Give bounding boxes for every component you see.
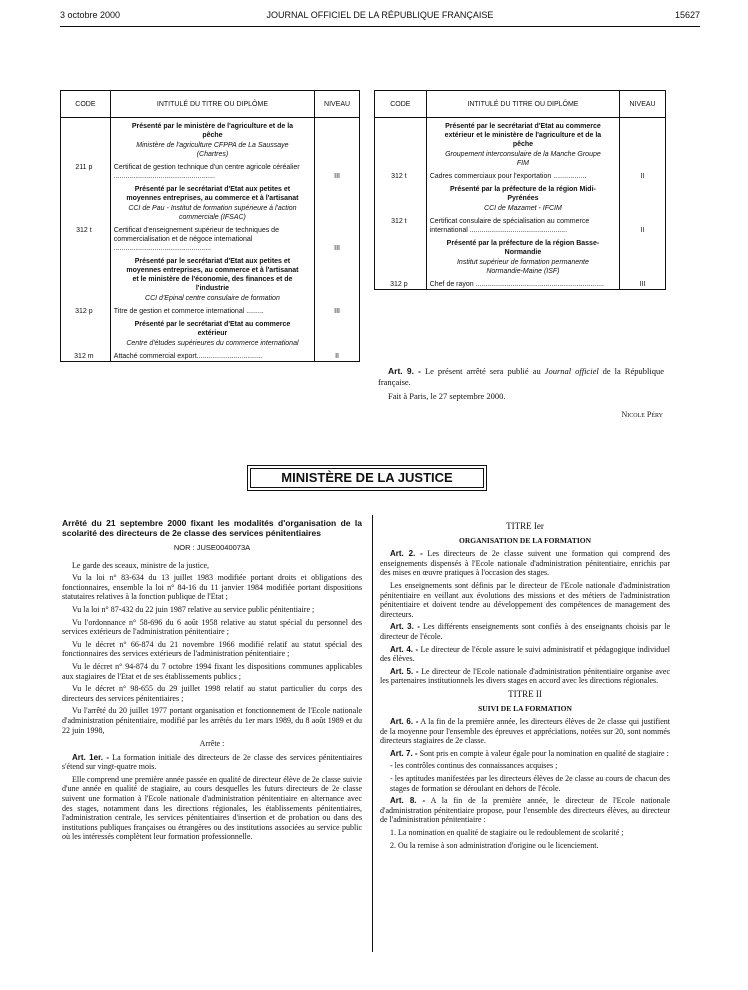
code-cell: 211 p — [61, 163, 111, 181]
title-cell: Certificat d'enseignement supérieur de techniques de commercialisation et de négoce international .................................................. — [110, 226, 314, 253]
level-cell — [315, 316, 360, 352]
table-row — [61, 163, 360, 181]
presenter-cell — [426, 235, 619, 280]
table-row — [61, 226, 360, 253]
presenter-cell — [110, 118, 314, 164]
presenter: Présenté par la préfecture de la région Basse-Normandie — [446, 240, 600, 256]
level-cell: II — [620, 217, 666, 235]
minister-line: Le garde des sceaux, ministre de la justice, — [72, 560, 210, 570]
journal-reference: Journal officiel — [544, 366, 599, 376]
article-7 — [380, 749, 670, 759]
code-cell — [61, 316, 111, 352]
article-text: Les directeurs de 2e classe suivent une formation qui comprend des enseignements dispensés à l'Ecole nationale d'administration pénitentiaire, enrichis par des mises en œuvre pratiques à l'occasion des stages. — [380, 549, 671, 578]
level-cell: II — [315, 352, 360, 362]
article-label: Art. 4. - — [390, 644, 419, 654]
titre-2-heading: TITRE II — [508, 688, 542, 699]
article-label: Art. 5. - — [390, 666, 419, 676]
article-8 — [380, 796, 670, 825]
visa-paragraph: Vu l'ordonnance n° 58-696 du 6 août 1958 relative au statut spécial du personnel des services extérieurs de l'administration pénitentiaire ; — [62, 617, 362, 637]
article-text: Sont pris en compte à valeur égale pour la nomination en qualité de stagiaire : — [417, 748, 669, 758]
list-item: 1. La nomination en qualité de stagiaire ou le redoublement de scolarité ; — [390, 828, 624, 838]
level-cell: III — [315, 163, 360, 181]
level-cell — [620, 235, 666, 280]
visa-paragraph: Vu le décret n° 98-655 du 29 juillet 1998 relatif au statut particulier du corps des directeurs des services pénitentiaires ; — [62, 684, 362, 703]
code-cell: 312 p — [61, 307, 111, 316]
table-row — [61, 307, 360, 316]
presenter: Présenté par le secrétariat d'Etat au commerce extérieur — [134, 321, 291, 337]
code-cell — [375, 181, 427, 217]
presenter: Présenté par la préfecture de la région Midi-Pyrénées — [449, 186, 596, 202]
done-at: Fait à Paris, le 27 septembre 2000. — [388, 391, 506, 401]
article-5 — [380, 667, 670, 686]
decree-heading: Arrêté du 21 septembre 2000 fixant les modalités d'organisation de la scolarité des directeurs de 2e classe des services pénitentiaires — [62, 518, 362, 538]
right-column — [380, 518, 670, 853]
article-label: Art. 9. - — [388, 366, 421, 376]
presenter: Présenté par le secrétariat d'Etat au commerce extérieur et le ministère de l'agriculture et de la pêche — [444, 123, 602, 148]
presenter: Présenté par le ministère de l'agriculture et de la pêche — [131, 123, 294, 139]
article-text: Les différents enseignements sont confiés à des enseignants choisis par le directeur de l'école. — [380, 622, 671, 641]
publication-date: 3 octobre 2000 — [60, 10, 121, 20]
institution: Centre d'études supérieures du commerce international — [126, 340, 299, 347]
title-cell: Certificat de gestion technique d'un centre agricole céréalier .................................................... — [110, 163, 314, 181]
table-row — [375, 217, 666, 235]
level-cell: II — [620, 172, 666, 181]
code-cell: 312 p — [375, 280, 427, 290]
article-label: Art. 2. - — [390, 549, 423, 559]
visa-paragraph: Vu le décret n° 94-874 du 7 octobre 1994 fixant les dispositions communes applicables aux stagiaires de l'Etat et de ses établissements publics ; — [62, 661, 362, 681]
presenter-group-row — [61, 181, 360, 226]
institution: CCI de Pau - Institut de formation supérieure à l'action commerciale (IFSAC) — [128, 205, 297, 221]
presenter-group-row — [61, 118, 360, 164]
institution: Institut supérieur de formation permanente Normandie-Maine (ISF) — [456, 259, 589, 275]
presenter-cell — [110, 316, 314, 352]
institution: CCI de Mazamet - IFCIM — [484, 205, 562, 212]
page-header — [60, 10, 700, 24]
article-3 — [380, 622, 670, 641]
title-cell: Attaché commercial export.................................. — [110, 352, 314, 362]
arrete-label: Arrête : — [199, 739, 225, 749]
article-label: Art. 6. - — [390, 717, 419, 727]
left-column — [62, 518, 362, 845]
visa-paragraph: Vu la loi n° 87-432 du 22 juin 1987 relative au service public pénitentiaire ; — [72, 604, 315, 614]
column-divider — [372, 515, 373, 952]
visa-paragraph: Vu le décret n° 66-874 du 21 novembre 1966 modifié relatif au statut spécial des fonctionnaires des services extérieurs de l'administration pénitentiaire ; — [62, 639, 362, 659]
right-table-body — [375, 118, 666, 290]
table-row — [61, 352, 360, 362]
titre-2-subheading: SUIVI DE LA FORMATION — [478, 703, 572, 713]
table-row — [375, 280, 666, 290]
article-9-text — [378, 366, 664, 388]
code-cell — [61, 253, 111, 307]
level-cell: III — [315, 307, 360, 316]
titre-1-subheading: ORGANISATION DE LA FORMATION — [458, 535, 592, 545]
article-9 — [378, 366, 664, 402]
right-diploma-table — [374, 90, 666, 290]
list-item: - les aptitudes manifestées par les directeurs élèves de 2e classe au cours de chacun des stages de formation se déroulant en dehors de l'école. — [390, 774, 670, 793]
institution: Ministère de l'agriculture CFPPA de La Saussaye (Chartres) — [136, 142, 289, 158]
level-cell — [620, 118, 666, 173]
code-cell: 312 t — [375, 217, 427, 235]
presenter-cell — [110, 253, 314, 307]
list-item: - les contrôles continus des connaissances acquises ; — [390, 761, 558, 771]
code-cell — [375, 118, 427, 173]
visa-list — [62, 561, 362, 736]
article-text: La formation initiale des directeurs de 2e classe des services pénitentiaires s'étend sur vingt-quatre mois. — [62, 752, 362, 772]
code-cell — [61, 118, 111, 164]
ministry-banner: MINISTÈRE DE LA JUSTICE — [247, 465, 487, 491]
list-item: 2. Ou la remise à son administration d'origine ou le licenciement. — [390, 840, 599, 850]
level-cell: III — [620, 280, 666, 290]
code-header: CODE — [61, 91, 111, 118]
code-cell — [61, 181, 111, 226]
table-header-row — [61, 91, 360, 118]
article-label: Art. 7. - — [390, 748, 418, 758]
institution: CCI d'Epinal centre consulaire de formation — [145, 295, 280, 302]
title-cell: Titre de gestion et commerce international ......... — [110, 307, 314, 316]
article-text: Le présent arrêté sera publié au — [421, 366, 545, 376]
level-cell — [315, 118, 360, 164]
presenter: Présenté par le secrétariat d'Etat aux petites et moyennes entreprises, au commerce et à l'artisanat et le ministère de l'économie, des finances et de l'industrie — [126, 258, 299, 292]
signature: Nicole Péry — [621, 410, 663, 419]
presenter-cell — [426, 118, 619, 173]
article-text: Le directeur de l'école assure le suivi administratif et pédagogique individuel des élèves. — [380, 644, 670, 664]
visa-paragraph: Vu la loi n° 83-634 du 13 juillet 1983 modifiée portant droits et obligations des fonctionnaires, ensemble la loi n° 84-16 du 11 janvier 1984 modifiée portant dispositions statutaires relatives à la fonction publique de l'Etat ; — [62, 573, 362, 602]
article-text: Le directeur de l'Ecole nationale d'administration pénitentiaire organise avec les partenaires institutionnels les divers stages en accord avec les directions régionales. — [380, 666, 670, 686]
code-cell: 312 m — [61, 352, 111, 362]
title-cell: Certificat consulaire de spécialisation au commerce international .................................................. — [426, 217, 619, 235]
left-table-body — [61, 118, 360, 362]
article-label: Art. 8. - — [390, 796, 426, 806]
level-cell — [620, 181, 666, 217]
code-cell: 312 t — [61, 226, 111, 253]
article-text: A la fin de la première année, le directeur de l'Ecole nationale d'administration pénitentiaire propose, pour l'ensemble des directeurs élèves, au directeur de l'administration pénitentiaire : — [380, 796, 671, 825]
level-header: NIVEAU — [620, 91, 666, 118]
presenter-cell — [426, 181, 619, 217]
article-6 — [380, 717, 670, 746]
presenter-group-row — [61, 253, 360, 307]
article-label: Art. 1er. - — [72, 752, 110, 762]
article-2 — [380, 549, 670, 578]
title-cell: Chef de rayon .................................................................. — [426, 280, 619, 290]
title-header: INTITULÉ DU TITRE OU DIPLÔME — [110, 91, 314, 118]
article-text: de la République française. — [378, 366, 664, 387]
nor-reference: NOR : JUSE0040073A — [173, 543, 251, 552]
titre-1-heading: TITRE Ier — [506, 521, 544, 531]
left-diploma-table — [60, 90, 360, 362]
presenter-cell — [110, 181, 314, 226]
level-header: NIVEAU — [315, 91, 360, 118]
page-number: 15627 — [674, 10, 700, 20]
article-1-paragraph-2: Elle comprend une première année passée en qualité de directeur élève de 2e classe suivie d'une année en qualité de stagiaire, au cours desquelles les futurs directeurs de 2e classe suivent une formation à l'Ecole nationale d'administration pénitentiaire en alternance avec des stages, notamment dans les directions régionales, les établissements pénitentiaires, l'administration centrale, les services pénitentiaires d'insertion et de probation ou dans des institutions publiques françaises ou étrangères ou des institutions associées au service public où les intéressés complètent leur formation professionnelle. — [62, 774, 362, 842]
presenter-group-row — [61, 316, 360, 352]
code-cell: 312 t — [375, 172, 427, 181]
code-cell — [375, 235, 427, 280]
table-header-row — [375, 91, 666, 118]
article-2-paragraph-2: Les enseignements sont définis par le directeur de l'Ecole nationale d'administration pénitentiaire en veillant aux évolutions des missions et des métiers de l'administration pénitentiaire et doivent tendre au développement des compétences de management des directeurs. — [380, 580, 670, 619]
presenter: Présenté par le secrétariat d'Etat aux petites et moyennes entreprises, au commerce et à l'artisanat — [126, 186, 299, 202]
visa-paragraph: Vu l'arrêté du 20 juillet 1977 portant organisation et fonctionnement de l'Ecole nationale d'administration pénitentiaire, modifié par les arrêtés du 1er mars 1989, du 8 août 1989 et du 22 juin 1998, — [62, 706, 362, 735]
presenter-group-row — [375, 235, 666, 280]
title-cell: Cadres commerciaux pour l'exportation ................. — [426, 172, 619, 181]
code-header: CODE — [375, 91, 427, 118]
article-4 — [380, 645, 670, 664]
level-cell — [315, 253, 360, 307]
journal-title: JOURNAL OFFICIEL DE LA RÉPUBLIQUE FRANÇAISE — [266, 10, 494, 20]
presenter-group-row — [375, 181, 666, 217]
level-cell: III — [315, 226, 360, 253]
level-cell — [315, 181, 360, 226]
title-header: INTITULÉ DU TITRE OU DIPLÔME — [426, 91, 619, 118]
institution: Groupement interconsulaire de la Manche Groupe FIM — [445, 151, 601, 167]
article-1 — [62, 753, 362, 772]
article-label: Art. 3. - — [390, 622, 420, 632]
header-rule — [60, 26, 700, 27]
table-row — [375, 172, 666, 181]
article-text: A la fin de la première année, les directeurs élèves de 2e classe qui justifient de la moyenne pour l'ensemble des épreuves et appréciations, notées sur 20, sont nommés directeurs stagiaires de 2e classe. — [380, 717, 670, 746]
presenter-group-row — [375, 118, 666, 173]
